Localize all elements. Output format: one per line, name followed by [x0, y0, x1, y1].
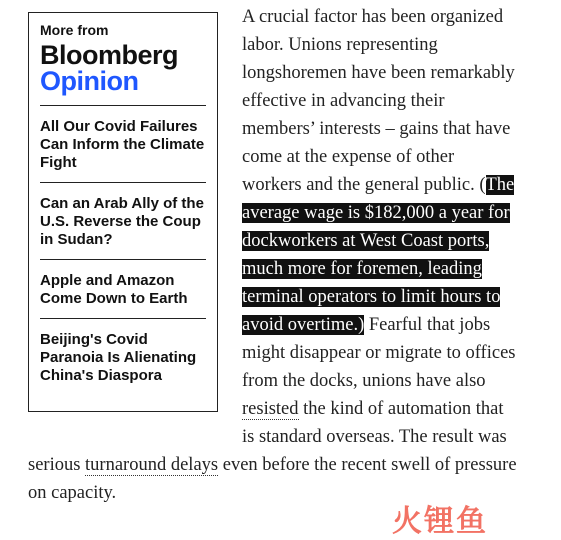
article-text-part2: Fearful that jobs might disappear or migrate to offices from the docks, unions have also — [242, 315, 516, 391]
story-link-sudan-coup[interactable]: Can an Arab Ally of the U.S. Reverse the Coup in Sudan? — [40, 183, 206, 260]
link-resisted[interactable]: resisted — [242, 399, 299, 419]
bloomberg-opinion-logo[interactable] — [40, 42, 206, 94]
watermark-logo: 火锂鱼 — [392, 504, 488, 539]
article-text-part3: the kind of automation that is standard overseas. The result was serious — [28, 399, 507, 475]
brand-opinion: Opinion — [40, 66, 139, 96]
link-turnaround-delays[interactable]: turnaround delays — [85, 455, 219, 475]
article-text-part4: even before the recent swell of pressure on capacity. — [28, 455, 517, 503]
story-link-covid-climate[interactable]: All Our Covid Failures Can Inform the Climate Fight — [40, 106, 206, 183]
brand-bloomberg: Bloomberg — [40, 40, 179, 70]
more-from-heading: More from — [40, 22, 109, 38]
highlighted-text[interactable]: The average wage is $182,000 a year for dockworkers at West Coast ports, much more for foremen, leading terminal operators to limit hours to avoid overtime.) — [242, 175, 515, 335]
story-link-beijing-diaspora[interactable]: Beijing's Covid Paranoia Is Alienating China's Diaspora — [40, 331, 197, 384]
story-link-apple-amazon[interactable]: Apple and Amazon Come Down to Earth — [40, 260, 206, 319]
article-text-part1: A crucial factor has been organized labor. Unions representing longshoremen have been remarkably effective in advancing their members’ interests – gains that have come at the expense of other workers and the general public. ( — [242, 7, 515, 195]
more-from-opinion-box — [28, 12, 218, 412]
